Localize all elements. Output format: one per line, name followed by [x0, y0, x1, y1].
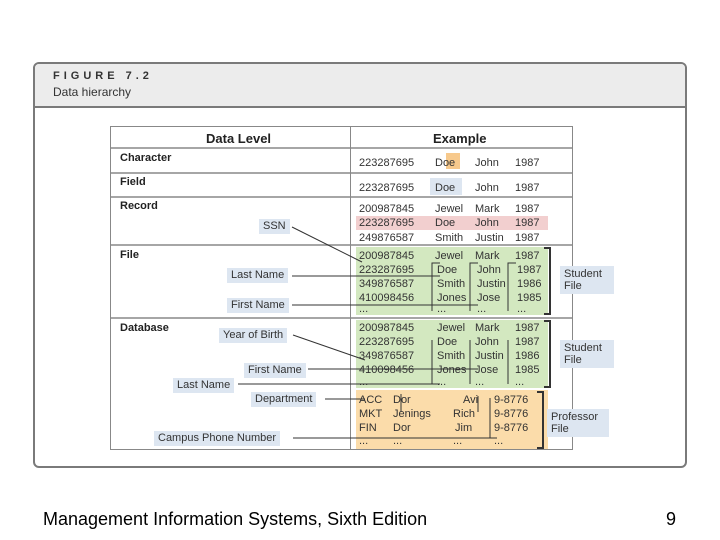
cell: Mark — [475, 203, 500, 215]
cell: ... — [475, 376, 485, 388]
cell: John — [475, 182, 499, 194]
label-last-name-file: Last Name — [227, 268, 288, 283]
cell: ... — [437, 303, 447, 315]
label-department: Department — [251, 392, 316, 407]
side-professor-file: Professor File — [547, 409, 609, 437]
cell: Doe — [437, 264, 458, 276]
cell: 1987 — [515, 182, 540, 194]
figure-caption: Data hierarchy — [53, 85, 132, 99]
cell: ... — [359, 303, 369, 315]
cell: Smith — [437, 350, 466, 362]
cell: Jewel — [435, 250, 464, 262]
cell: 1986 — [515, 350, 540, 362]
footer-title: Management Information Systems, Sixth Edition — [43, 509, 428, 529]
cell: John — [475, 336, 499, 348]
cell: ... — [453, 435, 463, 447]
cell: 1987 — [515, 336, 540, 348]
cell: Avi — [463, 394, 479, 406]
label-first-name-db: First Name — [244, 363, 306, 378]
cell: 223287695 — [359, 157, 415, 169]
level-database: Database — [120, 322, 169, 334]
cell: 249876587 — [359, 232, 415, 244]
side-student-file-1: Student File — [560, 266, 614, 294]
cell: 410098456 — [359, 292, 415, 304]
cell: 1985 — [517, 292, 542, 304]
cell: Doe — [435, 217, 456, 229]
cell: Jones — [437, 292, 467, 304]
cell: ... — [494, 435, 504, 447]
cell: Doe — [437, 336, 458, 348]
cell: 410098456 — [359, 364, 415, 376]
cell: 9-8776 — [494, 408, 529, 420]
cell: Doe — [435, 157, 456, 169]
cell: ... — [477, 303, 487, 315]
cell: 1987 — [515, 232, 540, 244]
cell: Mark — [475, 322, 500, 334]
cell: 1985 — [515, 364, 540, 376]
cell: Jim — [455, 422, 473, 434]
cell: ... — [517, 303, 527, 315]
cell: ... — [515, 376, 525, 388]
cell: 1987 — [515, 322, 540, 334]
level-file: File — [120, 249, 139, 261]
cell: Dor — [393, 422, 411, 434]
header-data-level: Data Level — [206, 131, 272, 146]
cell: Smith — [435, 232, 464, 244]
cell: 349876587 — [359, 350, 415, 362]
cell: FIN — [359, 422, 377, 434]
footer-page-number: 9 — [666, 509, 677, 529]
cell: ... — [359, 435, 369, 447]
cell: 200987845 — [359, 322, 415, 334]
cell: Jenings — [393, 408, 431, 420]
cell: Doe — [435, 182, 456, 194]
cell: Dor — [393, 394, 411, 406]
side-student-file-2: Student File — [560, 340, 614, 368]
cell: 223287695 — [359, 182, 415, 194]
cell: John — [477, 264, 501, 276]
cell: Justin — [475, 232, 504, 244]
cell: ... — [437, 376, 447, 388]
label-last-name-db: Last Name — [173, 378, 234, 393]
level-field: Field — [120, 176, 146, 188]
cell: ... — [359, 376, 369, 388]
cell: 223287695 — [359, 336, 415, 348]
cell: Jones — [437, 364, 467, 376]
cell: 223287695 — [359, 264, 415, 276]
cell: 1987 — [515, 250, 540, 262]
cell: MKT — [359, 408, 383, 420]
cell: Smith — [437, 278, 466, 290]
cell: 223287695 — [359, 217, 415, 229]
figure-label: FIGURE 7.2 — [53, 70, 153, 82]
cell: Justin — [475, 350, 504, 362]
cell: 349876587 — [359, 278, 415, 290]
level-character: Character — [120, 152, 172, 164]
cell: Jose — [477, 292, 501, 304]
cell: Rich — [453, 408, 476, 420]
cell: 200987845 — [359, 203, 415, 215]
level-record: Record — [120, 200, 158, 212]
label-year-of-birth: Year of Birth — [219, 328, 287, 343]
label-ssn: SSN — [259, 219, 290, 234]
cell: Justin — [477, 278, 506, 290]
cell: Jewel — [437, 322, 466, 334]
label-first-name-file: First Name — [227, 298, 289, 313]
cell: 9-8776 — [494, 394, 529, 406]
cell: ACC — [359, 394, 383, 406]
label-campus-phone: Campus Phone Number — [154, 431, 280, 446]
cell: 1987 — [515, 157, 540, 169]
cell: John — [475, 157, 499, 169]
cell: ... — [393, 435, 403, 447]
cell: 1987 — [515, 217, 540, 229]
cell: Jose — [475, 364, 499, 376]
cell: Jewel — [435, 203, 464, 215]
cell: Mark — [475, 250, 500, 262]
cell: 200987845 — [359, 250, 415, 262]
cell: 1987 — [517, 264, 542, 276]
cell: 1987 — [515, 203, 540, 215]
cell: 9-8776 — [494, 422, 529, 434]
cell: John — [475, 217, 499, 229]
cell: 1986 — [517, 278, 542, 290]
header-example: Example — [433, 131, 487, 146]
